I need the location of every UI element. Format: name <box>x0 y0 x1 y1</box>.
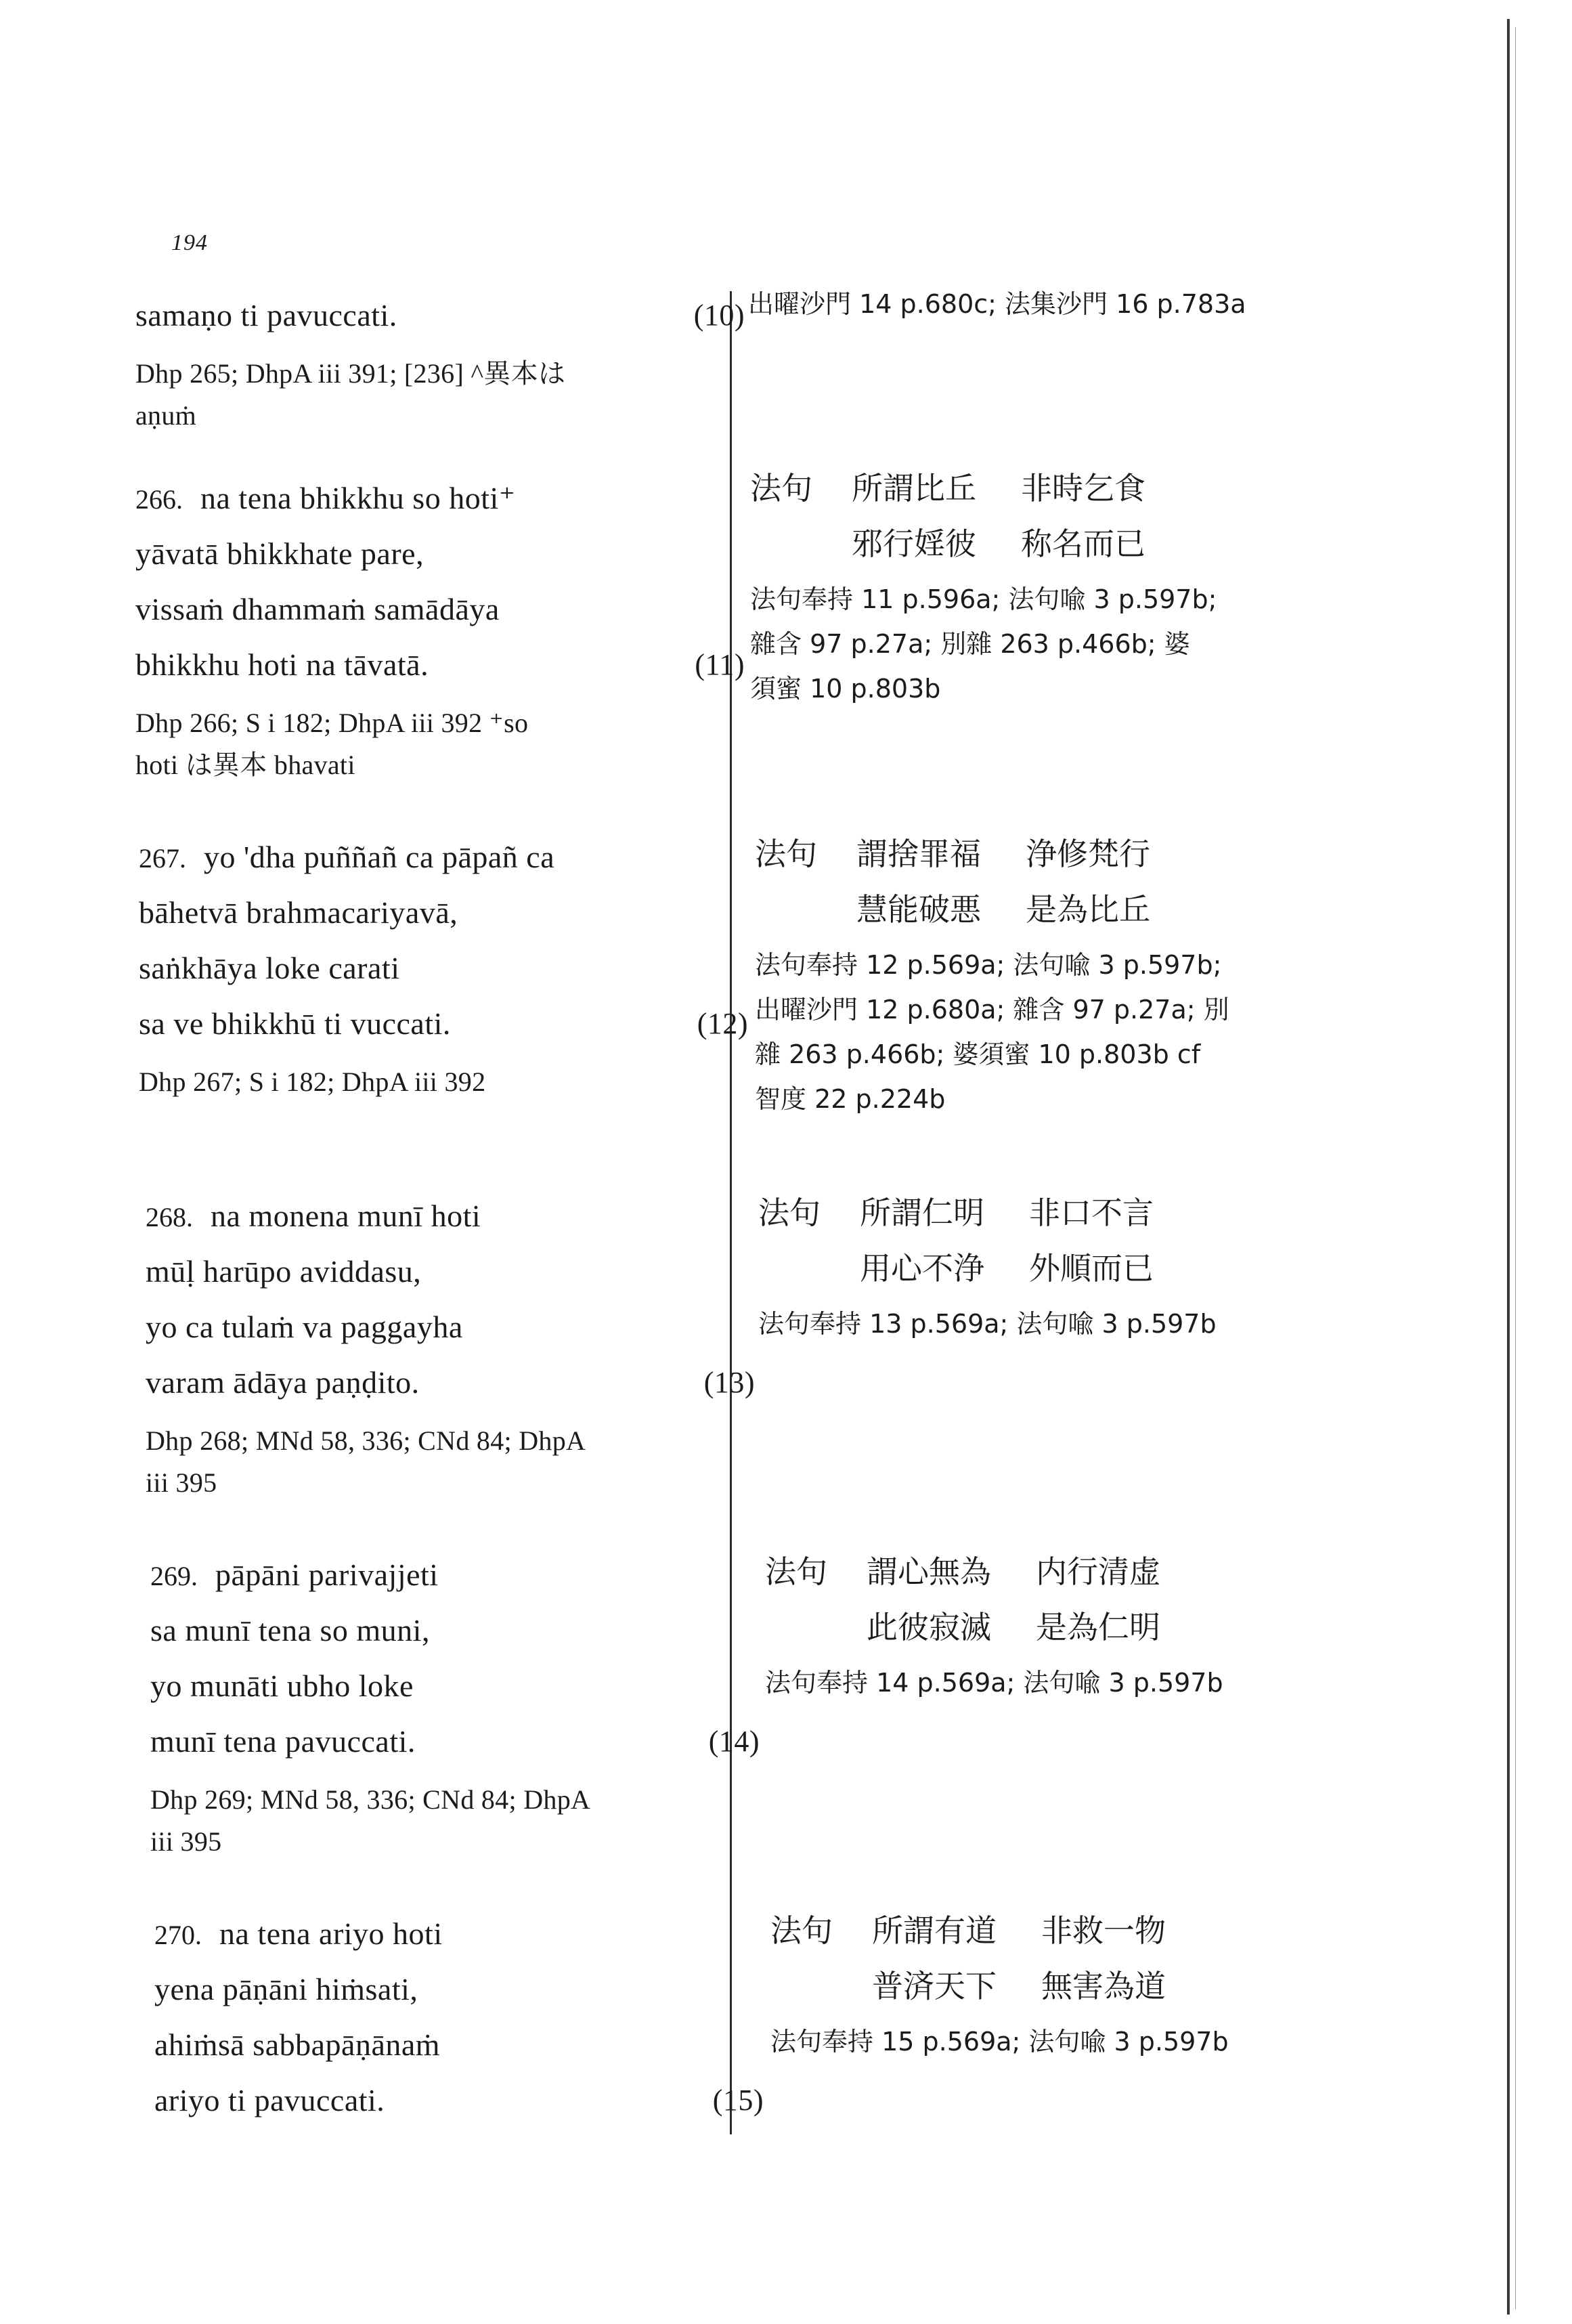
verse-reference <box>135 353 745 437</box>
reference-line: Dhp 269; MNd 58, 336; CNd 84; DhpA <box>150 1784 591 1815</box>
verse-line <box>154 2017 764 2073</box>
reference-line: iii 395 <box>146 1467 217 1498</box>
chinese-verse-line <box>755 882 1351 937</box>
verse-line <box>135 582 745 637</box>
reference-line: aṇuṁ <box>135 400 197 431</box>
verse-text: yo munāti ubho loke <box>150 1669 414 1703</box>
verse-reference <box>150 1779 760 1863</box>
verse-text: na tena ariyo hoti <box>219 1916 443 1951</box>
verse-text: na monena munī hoti <box>211 1199 481 1233</box>
chinese-parallel-268 <box>758 1185 1354 1346</box>
chinese-phrase: 邪行婬彼 <box>852 525 976 562</box>
verse-number-marker: (12) <box>697 1007 748 1040</box>
chinese-phrase: 非救一物 <box>1041 1912 1166 1949</box>
source-label: 法句 <box>750 470 812 507</box>
verse-number-marker: (13) <box>703 1366 755 1399</box>
page-edge-line <box>1507 19 1510 2315</box>
verse-line <box>154 1962 764 2017</box>
chinese-verse-line <box>765 1599 1361 1655</box>
chinese-phrase: 無害為道 <box>1041 1968 1166 2004</box>
chinese-phrase: 所謂有道 <box>872 1912 997 1949</box>
verse-line <box>135 471 745 526</box>
verse-line <box>135 637 745 693</box>
chinese-parallel-267 <box>755 826 1351 1121</box>
verse-line <box>150 1658 760 1714</box>
verse-text: bāhetvā brahmacariyavā, <box>139 895 458 930</box>
chinese-reference <box>770 2019 1366 2064</box>
chinese-phrase: 此彼寂滅 <box>867 1609 991 1645</box>
chinese-phrase: 内行清虚 <box>1036 1553 1160 1590</box>
verse-text: varam ādāya paṇḍito. <box>146 1365 420 1400</box>
chinese-verse-line <box>750 460 1346 516</box>
chinese-phrase: 是為比丘 <box>1026 891 1150 928</box>
verse-268 <box>146 1188 755 1504</box>
verse-text: ariyo ti pavuccati. <box>154 2083 385 2117</box>
source-label: 法句 <box>770 1912 833 1949</box>
chinese-phrase: 謂心無為 <box>867 1553 991 1590</box>
verse-text: bhikkhu hoti na tāvatā. <box>135 647 429 682</box>
reference-line: iii 395 <box>150 1826 222 1857</box>
chinese-verse-line <box>750 516 1346 572</box>
chinese-phrase: 是為仁明 <box>1036 1609 1160 1645</box>
verse-index: 269. <box>150 1561 198 1591</box>
reference-line: 雜 263 p.466b; 婆須蜜 10 p.803b cf <box>755 1039 1201 1069</box>
chinese-phrase: 外順而已 <box>1029 1250 1154 1287</box>
verse-line <box>146 1188 755 1244</box>
verse-text: samaṇo ti pavuccati. <box>135 298 397 332</box>
source-label: 法句 <box>755 836 817 872</box>
verse-line <box>135 288 745 343</box>
chinese-reference <box>758 1301 1354 1346</box>
verse-index: 270. <box>154 1920 202 1950</box>
chinese-reference <box>750 577 1346 711</box>
verse-text: yena pāṇāni hiṁsati, <box>154 1972 418 2006</box>
reference-line: Dhp 266; S i 182; DhpA iii 392 ⁺so <box>135 708 529 738</box>
reference-line: Dhp 267; S i 182; DhpA iii 392 <box>139 1067 486 1097</box>
reference-line: 雜含 97 p.27a; 別雜 263 p.466b; 婆 <box>750 629 1190 659</box>
verse-267 <box>139 830 748 1103</box>
chinese-parallel-265 <box>748 276 1344 326</box>
verse-reference <box>139 1061 748 1103</box>
chinese-verse-line <box>765 1544 1361 1599</box>
verse-text: pāpāni parivajjeti <box>215 1557 439 1592</box>
verse-270 <box>154 1906 764 2128</box>
chinese-phrase: 称名而已 <box>1021 525 1145 562</box>
verse-index: 267. <box>139 843 186 874</box>
reference-line: Dhp 265; DhpA iii 391; [236] ^異本は <box>135 358 566 389</box>
reference-line: 須蜜 10 p.803b <box>750 674 941 704</box>
verse-line <box>146 1244 755 1299</box>
chinese-verse-line <box>770 1958 1366 2014</box>
verse-line <box>150 1547 760 1603</box>
verse-text: yo 'dha puññañ ca pāpañ ca <box>204 840 555 874</box>
reference-line: 法句奉持 14 p.569a; 法句喩 3 p.597b <box>765 1668 1223 1698</box>
reference-line: 法句奉持 13 p.569a; 法句喩 3 p.597b <box>758 1309 1217 1339</box>
chinese-parallel-266 <box>750 460 1346 711</box>
reference-line: 出曜沙門 12 p.680a; 雜含 97 p.27a; 別 <box>755 995 1229 1025</box>
page-number: 194 <box>171 230 208 255</box>
chinese-verse-line <box>755 826 1351 882</box>
chinese-phrase: 謂捨罪福 <box>856 836 981 872</box>
chinese-reference <box>765 1660 1361 1705</box>
verse-number-marker: (10) <box>693 299 745 332</box>
verse-text: sa ve bhikkhū ti vuccati. <box>139 1006 451 1041</box>
reference-line: 智度 22 p.224b <box>755 1084 946 1114</box>
chinese-phrase: 普済天下 <box>872 1968 997 2004</box>
source-label: 法句 <box>758 1195 821 1231</box>
verse-line <box>146 1299 755 1355</box>
source-label: 法句 <box>765 1553 827 1590</box>
verse-text: vissaṁ dhammaṁ samādāya <box>135 592 500 626</box>
chinese-verse-line <box>758 1185 1354 1241</box>
verse-number-marker: (11) <box>695 648 745 681</box>
verse-text: yo ca tulaṁ va paggayha <box>146 1310 463 1344</box>
verse-line <box>139 830 748 885</box>
chinese-phrase: 所謂比丘 <box>852 470 976 507</box>
chinese-reference <box>748 282 1344 326</box>
chinese-phrase: 用心不浄 <box>860 1250 984 1287</box>
verse-line <box>150 1603 760 1658</box>
chinese-phrase: 非時乞食 <box>1021 470 1145 507</box>
verse-line <box>139 941 748 996</box>
verse-text: mūḷ harūpo aviddasu, <box>146 1254 422 1289</box>
verse-line <box>154 2073 764 2128</box>
reference-line: 法句奉持 11 p.596a; 法句喩 3 p.597b; <box>750 584 1217 614</box>
verse-text: ahiṁsā sabbapāṇānaṁ <box>154 2027 441 2062</box>
chinese-reference <box>755 943 1351 1121</box>
verse-line <box>146 1355 755 1411</box>
verse-266 <box>135 471 745 786</box>
chinese-verse-line <box>770 1903 1366 1958</box>
chinese-phrase: 所謂仁明 <box>860 1195 984 1231</box>
chinese-phrase: 浄修梵行 <box>1026 836 1150 872</box>
reference-line: hoti は異本 bhavati <box>135 750 355 780</box>
verse-line <box>150 1714 760 1769</box>
chinese-phrase: 非口不言 <box>1029 1195 1154 1231</box>
verse-text: munī tena pavuccati. <box>150 1724 416 1759</box>
verse-reference <box>135 702 745 786</box>
verse-line <box>139 885 748 941</box>
verse-line <box>139 996 748 1052</box>
verse-text: saṅkhāya loke carati <box>139 951 400 985</box>
verse-index: 266. <box>135 484 183 515</box>
page-edge-line-faint <box>1515 27 1516 2309</box>
chinese-parallel-269 <box>765 1544 1361 1705</box>
reference-line: Dhp 268; MNd 58, 336; CNd 84; DhpA <box>146 1425 586 1456</box>
verse-line <box>154 1906 764 1962</box>
verse-number-marker: (15) <box>712 2084 764 2117</box>
verse-index: 268. <box>146 1202 193 1232</box>
verse-number-marker: (14) <box>708 1725 760 1758</box>
reference-line: 法句奉持 12 p.569a; 法句喩 3 p.597b; <box>755 950 1222 980</box>
reference-line: 出曜沙門 14 p.680c; 法集沙門 16 p.783a <box>748 289 1246 319</box>
verse-text: na tena bhikkhu so hoti⁺ <box>200 481 516 515</box>
verse-text: sa munī tena so muni, <box>150 1613 430 1648</box>
verse-reference <box>146 1420 755 1504</box>
verse-text: yāvatā bhikkhate pare, <box>135 536 424 571</box>
chinese-parallel-270 <box>770 1903 1366 2064</box>
verse-line <box>135 526 745 582</box>
verse-265 <box>135 288 745 437</box>
reference-line: 法句奉持 15 p.569a; 法句喩 3 p.597b <box>770 2027 1229 2057</box>
verse-269 <box>150 1547 760 1863</box>
chinese-verse-line <box>758 1241 1354 1296</box>
chinese-phrase: 慧能破悪 <box>856 891 981 928</box>
